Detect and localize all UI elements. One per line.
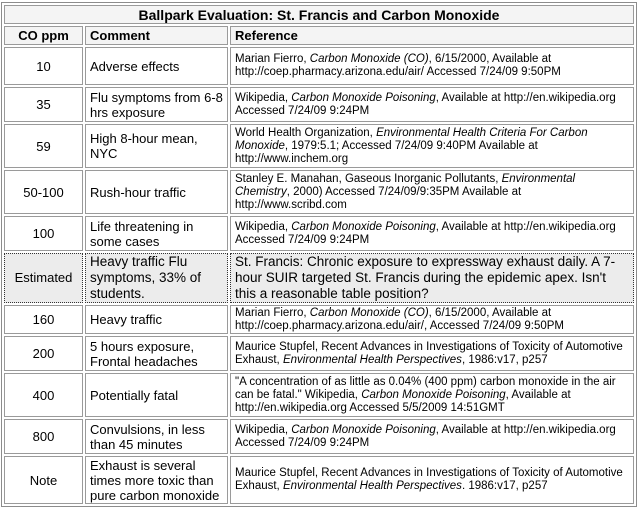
co-ppm-cell: 800 [4, 419, 83, 454]
comment-cell: Rush-hour traffic [85, 170, 228, 214]
reference-text: Marian Fierro, [235, 53, 310, 65]
evaluation-table [1, 2, 637, 507]
reference-title: Carbon Monoxide (CO) [309, 53, 429, 65]
header-row [4, 26, 634, 45]
reference-text: Stanley E. Manahan, Gaseous Inorganic Pollutants, [235, 172, 502, 185]
reference-text: Maurice Stupfel, Recent Advances in Investigations of Toxicity of Automotive Exhaust, [235, 340, 623, 366]
reference-title: Environmental Health Perspectives [282, 353, 462, 366]
reference-text: , Available at http://en.wikipedia.org Accessed 7/24/09 9:24PM [235, 423, 616, 449]
reference-text: Marian Fierro, [235, 306, 310, 319]
co-ppm-cell: 59 [4, 124, 83, 168]
reference-cell [230, 124, 634, 168]
reference-cell [230, 456, 634, 504]
table-row [4, 87, 634, 122]
reference-text: World Health Organization, [235, 126, 377, 139]
estimated-row [4, 253, 634, 303]
table-title: Ballpark Evaluation: St. Francis and Carbon Monoxide [4, 5, 634, 24]
table-row [4, 124, 634, 168]
comment-cell: 5 hours exposure, Frontal headaches [85, 336, 228, 371]
reference-title: Carbon Monoxide Poisoning [361, 388, 506, 401]
header-reference: Reference [230, 26, 634, 45]
co-ppm-cell: 35 [4, 87, 83, 122]
comment-cell: Convulsions, in less than 45 minutes [85, 419, 228, 454]
reference-title: Carbon Monoxide Poisoning [291, 423, 436, 436]
reference-text: St. Francis: Chronic exposure to expressway exhaust daily. A 7-hour SUIR targeted St. Francis during the epidemic apex. Isn't this a reasonable table position? [235, 254, 616, 301]
reference-cell [230, 373, 634, 417]
reference-text: , 1986:v17, p257 [461, 353, 548, 366]
comment-cell: High 8-hour mean, NYC [85, 124, 228, 168]
reference-cell [230, 47, 634, 85]
reference-text: , 1979:5.1; Accessed 7/24/09 9:40PM Available at http://www.inchem.org [235, 139, 538, 165]
reference-cell [230, 216, 634, 251]
header-co-ppm: CO ppm [4, 26, 83, 45]
co-ppm-cell: 50-100 [4, 170, 83, 214]
co-ppm-cell: Note [4, 456, 83, 504]
comment-cell: Heavy traffic Flu symptoms, 33% of students. [85, 253, 228, 303]
comment-cell: Flu symptoms from 6-8 hrs exposure [85, 87, 228, 122]
reference-cell [230, 336, 634, 371]
reference-title: Carbon Monoxide (CO) [309, 306, 429, 319]
reference-cell [230, 305, 634, 334]
reference-text: Wikipedia, [235, 91, 292, 104]
reference-text: , 2000) Accessed 7/24/09/9:35PM Available at http://www.scribd.com [235, 185, 522, 211]
table-row [4, 47, 634, 85]
comment-cell: Adverse effects [85, 47, 228, 85]
reference-text: . 1986:v17, p257 [461, 480, 548, 492]
table-row [4, 336, 634, 371]
reference-title: Carbon Monoxide Poisoning [291, 220, 436, 233]
comment-cell: Heavy traffic [85, 305, 228, 334]
reference-text: , 6/15/2000, Available at http://coep.pharmacy.arizona.edu/air/ Accessed 7/24/09 9:50PM [235, 53, 561, 78]
reference-text: , Available at http://en.wikipedia.org Accessed 7/24/09 9:24PM [235, 91, 616, 117]
reference-title: Environmental Health Criteria For Carbon Monoxide [235, 126, 588, 152]
reference-cell [230, 253, 634, 303]
co-ppm-cell: 400 [4, 373, 83, 417]
reference-title: Carbon Monoxide Poisoning [291, 91, 436, 104]
reference-text: Wikipedia, [235, 220, 292, 233]
reference-text: Wikipedia, [235, 423, 292, 436]
table-row [4, 216, 634, 251]
reference-text: "A concentration of as little as 0.04% (400 ppm) carbon monoxide in the air can be fatal." Wikipedia, [235, 375, 616, 401]
co-ppm-cell: 100 [4, 216, 83, 251]
reference-cell [230, 419, 634, 454]
header-comment: Comment [85, 26, 228, 45]
reference-text: , Available at http://en.wikipedia.org Accessed 5/5/2009 14:51GMT [235, 388, 571, 414]
table-row [4, 419, 634, 454]
comment-cell: Exhaust is several times more toxic than pure carbon monoxide [85, 456, 228, 504]
co-ppm-cell: 10 [4, 47, 83, 85]
comment-cell: Life threatening in some cases [85, 216, 228, 251]
reference-cell [230, 87, 634, 122]
reference-title: Environmental Chemistry [235, 172, 576, 198]
reference-cell [230, 170, 634, 214]
table-row [4, 170, 634, 214]
reference-text: , Available at http://en.wikipedia.org Accessed 7/24/09 9:24PM [235, 220, 616, 246]
co-ppm-cell: Estimated [4, 253, 83, 303]
table-row [4, 305, 634, 334]
table-row [4, 373, 634, 417]
co-ppm-cell: 160 [4, 305, 83, 334]
reference-title: Environmental Health Perspectives [282, 480, 462, 492]
reference-text: , 6/15/2000, Available at http://coep.pharmacy.arizona.edu/air/, Accessed 7/24/09 9:50PM [235, 306, 565, 332]
table-row [4, 456, 634, 504]
co-ppm-cell: 200 [4, 336, 83, 371]
title-row [4, 5, 634, 24]
reference-text: Maurice Stupfel, Recent Advances in Investigations of Toxicity of Automotive Exhaust, [235, 467, 623, 492]
comment-cell: Potentially fatal [85, 373, 228, 417]
